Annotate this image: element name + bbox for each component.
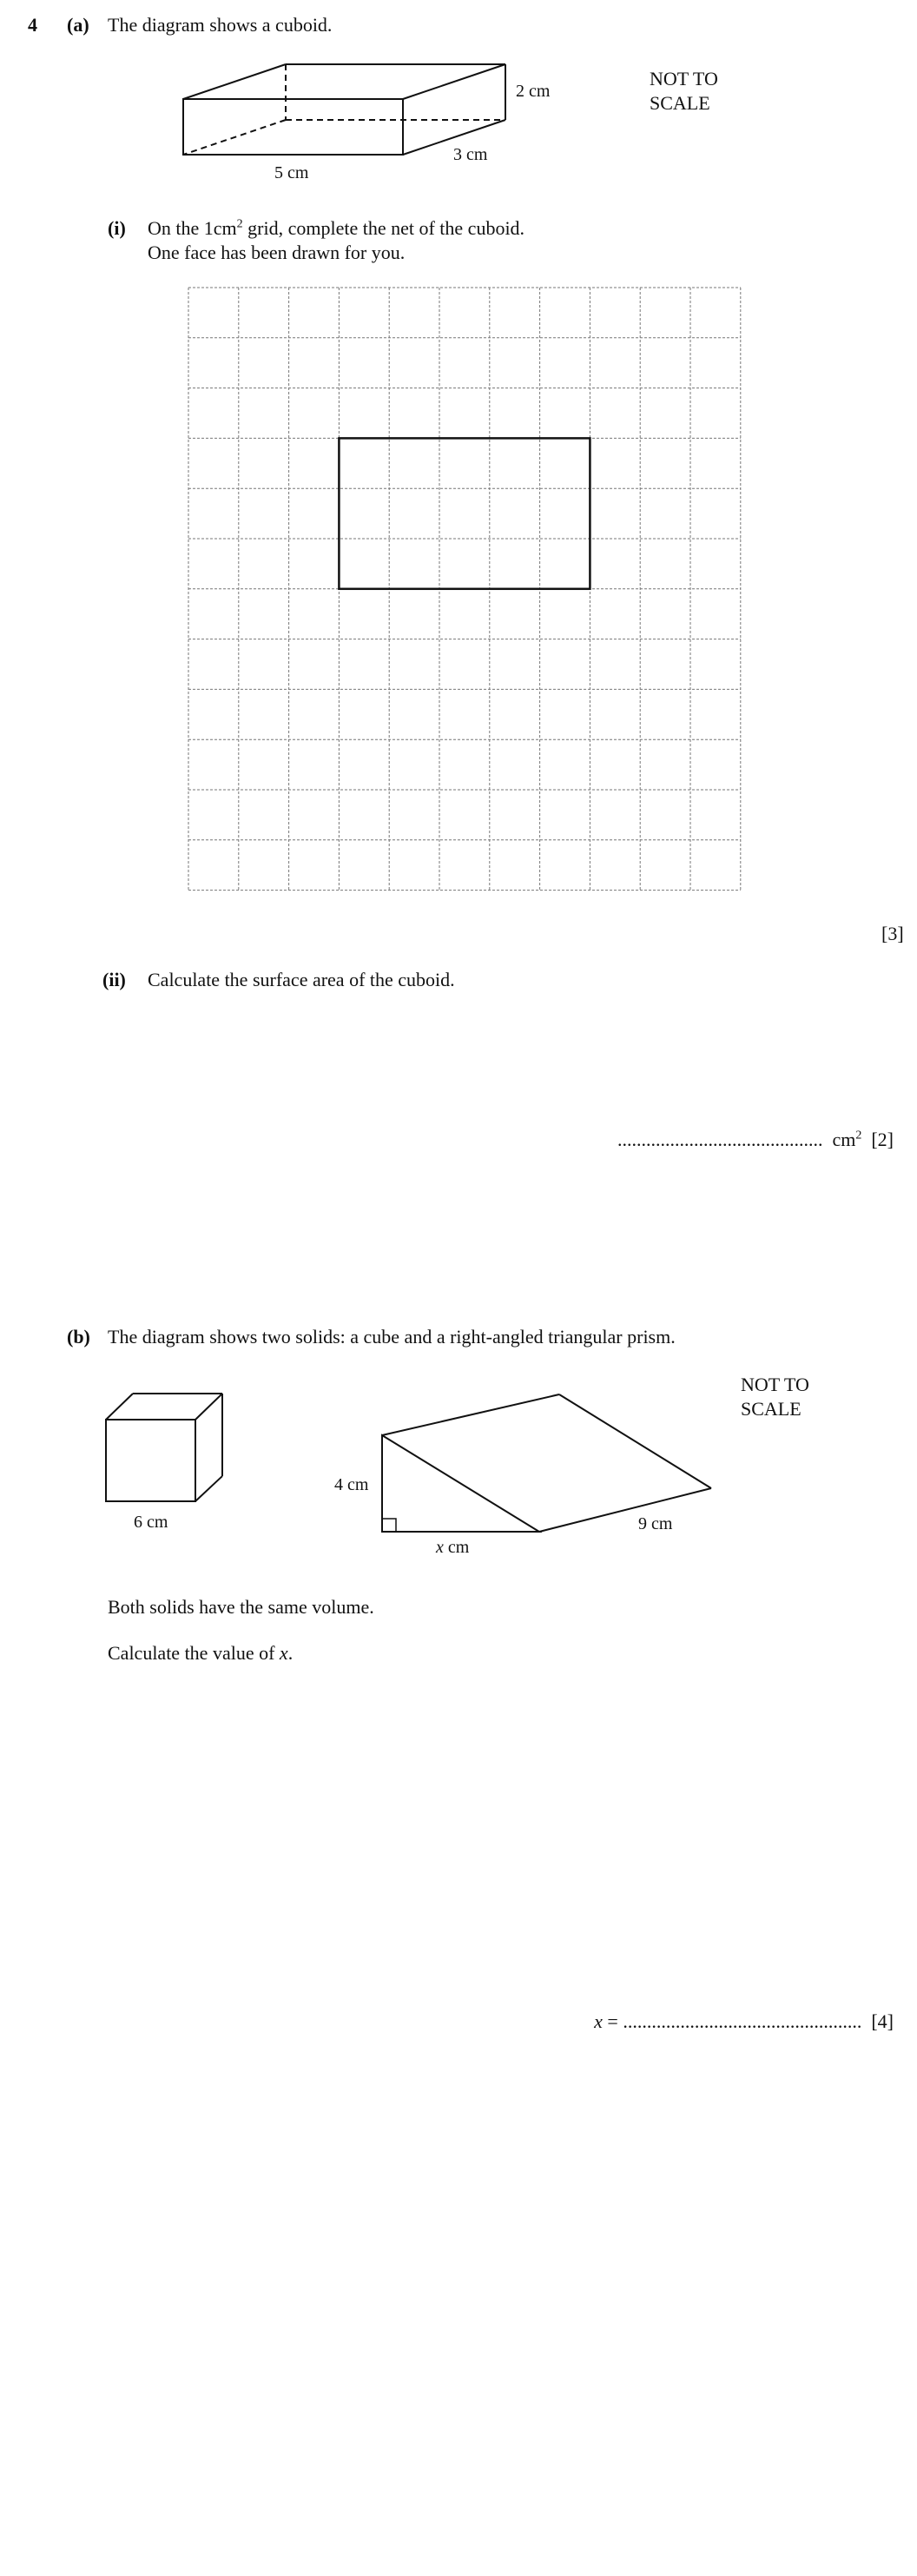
cube-edge-label: 6 cm — [134, 1513, 168, 1532]
part-i-text-line2: One face has been drawn for you. — [148, 242, 406, 263]
part-ii-label: (ii) — [102, 969, 126, 990]
not-to-scale-b-line1: NOT TO — [741, 1374, 809, 1395]
part-b-intro: The diagram shows two solids: a cube and a right-angled triangular prism. — [108, 1326, 676, 1348]
part-i-text-line1: On the $1cm^2$ grid, complete the net of the cuboid. — [148, 217, 525, 239]
not-to-scale-a-line1: NOT TO — [650, 68, 718, 89]
part-b-line2: Calculate the value of x. — [108, 1642, 294, 1664]
part-ii-answer-line[interactable]: ........................................... $cm^2$ [2] — [617, 1129, 894, 1150]
cuboid-front-face — [183, 99, 403, 155]
cuboid-depth-label: 3 cm — [453, 145, 488, 164]
cube-shape — [106, 1394, 222, 1501]
right-angle-marker — [382, 1519, 396, 1532]
prism-slant-label: 9 cm — [638, 1514, 673, 1533]
part-i-label: (i) — [108, 217, 126, 239]
part-ii-text: Calculate the surface area of the cuboid. — [148, 969, 455, 990]
part-a-label: (a) — [67, 14, 89, 36]
prism-height-label: 4 cm — [334, 1475, 369, 1494]
part-b-answer-line[interactable]: x = .................................................. [4] — [594, 2010, 894, 2032]
part-b-label: (b) — [67, 1326, 90, 1348]
part-i-marks: [3] — [881, 923, 904, 944]
cuboid-length-label: 5 cm — [274, 163, 309, 182]
question-number: 4 — [28, 14, 37, 36]
not-to-scale-a-line2: SCALE — [650, 92, 710, 114]
cuboid-hidden-edges — [183, 64, 505, 155]
given-net-face — [339, 438, 590, 588]
cuboid-diagram — [0, 0, 917, 209]
not-to-scale-b-line2: SCALE — [741, 1398, 802, 1420]
part-a-intro: The diagram shows a cuboid. — [108, 14, 333, 36]
prism-base-label: x cm — [436, 1538, 470, 1557]
part-b-line1: Both solids have the same volume. — [108, 1596, 374, 1618]
cuboid-height-label: 2 cm — [516, 82, 551, 101]
net-grid[interactable] — [188, 288, 744, 896]
prism-shape — [382, 1394, 711, 1532]
